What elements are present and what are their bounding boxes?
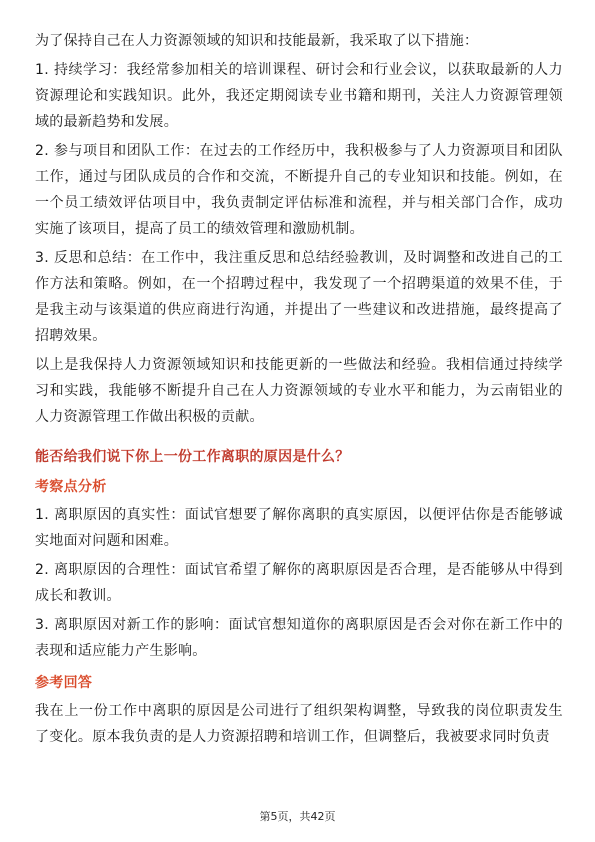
answer-paragraph: 我在上一份工作中离职的原因是公司进行了组织架构调整，导致我的岗位职责发生了变化。原本我负责的是人力资源招聘和培训工作，但调整后，我被要求同时负责 [35, 703, 563, 745]
page-content [35, 28, 563, 753]
analysis-point: 1. 离职原因的真实性：面试官想要了解你离职的真实原因，以便评估你是否能够诚实地面对问题和困难。 [35, 507, 563, 549]
measure-item: 3. 反思和总结：在工作中，我注重反思和总结经验教训，及时调整和改进自己的工作方法和策略。例如，在一个招聘过程中，我发现了一个招聘渠道的效果不佳，于是我主动与该渠道的供应商进行沟通，并提出了一些建议和改进措施，最终提高了招聘效果。 [35, 250, 563, 344]
analysis-point: 3. 离职原因对新工作的影响：面试官想知道你的离职原因是否会对你在新工作中的表现和适应能力产生影响。 [35, 617, 563, 659]
question-heading: 能否给我们说下你上一份工作离职的原因是什么？ [35, 449, 350, 465]
analysis-heading: 考察点分析 [35, 479, 107, 495]
intro-paragraph: 为了保持自己在人力资源领域的知识和技能最新，我采取了以下措施： [35, 33, 479, 49]
measure-item: 1. 持续学习：我经常参加相关的培训课程、研讨会和行业会议，以获取最新的人力资源理论和实践知识。此外，我还定期阅读专业书籍和期刊，关注人力资源管理领域的最新趋势和发展。 [35, 62, 563, 130]
measure-item: 2. 参与项目和团队工作：在过去的工作经历中，我积极参与了人力资源项目和团队工作，通过与团队成员的合作和交流，不断提升自己的专业知识和技能。例如，在一个员工绩效评估项目中，我负责制定评估标准和流程，并与相关部门合作，成功实施了该项目，提高了员工的绩效管理和激励机制。 [35, 143, 563, 237]
answer-heading: 参考回答 [35, 675, 93, 691]
page-footer: 第5页，共42页 [259, 810, 336, 823]
conclusion-paragraph: 以上是我保持人力资源领域知识和技能更新的一些做法和经验。我相信通过持续学习和实践，我能够不断提升自己在人力资源领域的专业水平和能力，为云南铝业的人力资源管理工作做出积极的贡献。 [35, 357, 563, 425]
analysis-point: 2. 离职原因的合理性：面试官希望了解你的离职原因是否合理，是否能够从中得到成长和教训。 [35, 562, 563, 604]
